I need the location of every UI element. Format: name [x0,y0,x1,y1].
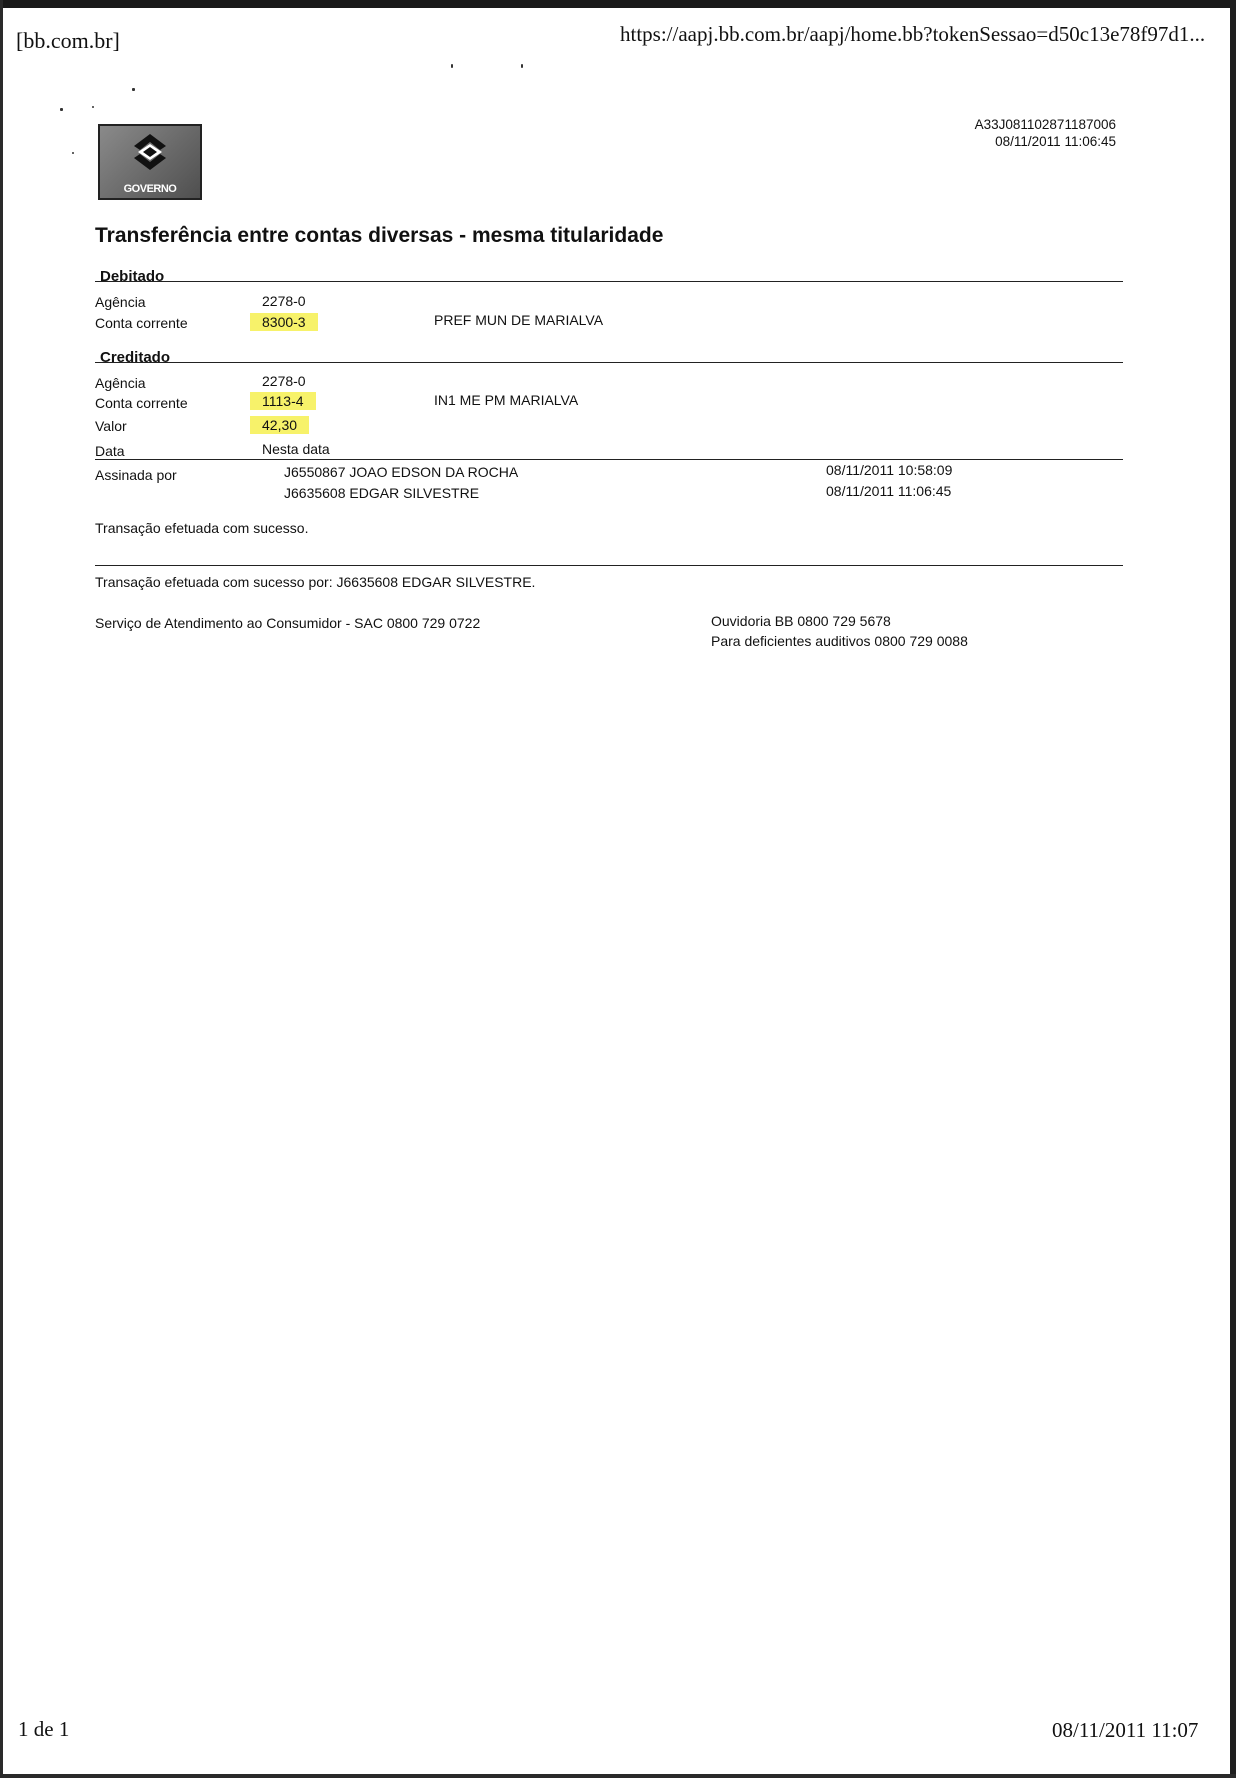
debitado-agencia-value: 2278-0 [262,293,306,309]
scan-border-top [0,0,1236,8]
site-label: [bb.com.br] [16,28,120,53]
scan-speck [72,152,74,154]
logo-label: GOVERNO [123,183,177,195]
status-message: Transação efetuada com sucesso. [95,520,309,536]
creditado-agencia-value: 2278-0 [262,373,306,389]
assinada-label: Assinada por [95,467,177,483]
scan-speck [92,106,94,108]
valor-value: 42,30 [250,416,309,434]
bank-logo [98,124,202,200]
print-datetime: 08/11/2011 11:07 [1052,1718,1199,1742]
scan-border-right [1230,0,1236,1778]
section-debitado-title: Debitado [100,268,165,285]
ouvidoria-contact: Ouvidoria BB 0800 729 5678 [711,613,891,629]
status-footer: Transação efetuada com sucesso por: J6635608 EDGAR SILVESTRE. [95,574,536,590]
sac-contact: Serviço de Atendimento ao Consumidor - SAC 0800 729 0722 [95,615,481,631]
page-counter: 1 de 1 [18,1717,70,1741]
debitado-holder-name: PREF MUN DE MARIALVA [434,312,604,328]
signer-name: J6635608 EDGAR SILVESTRE [284,485,480,501]
signer-datetime: 08/11/2011 10:58:09 [826,462,953,478]
page-url[interactable]: https://aapj.bb.com.br/aapj/home.bb?tokenSessao=d50c13e78f97d1... [620,22,1206,46]
signer-name: J6550867 JOAO EDSON DA ROCHA [284,464,519,480]
scan-speck [451,64,453,68]
transaction-datetime: 08/11/2011 11:06:45 [995,134,1116,149]
debitado-conta-label: Conta corrente [95,315,188,331]
signer-datetime: 08/11/2011 11:06:45 [826,483,952,499]
scan-speck [521,64,523,68]
divider [95,281,1123,282]
data-value: Nesta data [262,441,330,457]
deficientes-contact: Para deficientes auditivos 0800 729 0088 [711,633,968,649]
scan-speck [60,108,63,111]
divider [95,362,1123,363]
scan-border-left [0,0,3,1778]
creditado-agencia-label: Agência [95,375,146,391]
transaction-code-block [975,116,1116,150]
divider [95,565,1123,566]
data-label: Data [95,443,125,459]
section-creditado-title: Creditado [100,349,171,366]
page-title: Transferência entre contas diversas - mesma titularidade [95,224,664,247]
creditado-conta-label: Conta corrente [95,395,188,411]
transaction-code: A33J081102871187006 [974,117,1116,132]
bank-logo-icon [130,132,170,172]
divider [95,459,1123,460]
debitado-conta-value: 8300-3 [250,313,318,331]
debitado-agencia-label: Agência [95,294,146,310]
scan-border-bottom [0,1774,1236,1778]
scan-speck [132,88,135,91]
valor-label: Valor [95,418,127,434]
creditado-conta-value: 1113-4 [250,392,316,410]
creditado-holder-name: IN1 ME PM MARIALVA [434,392,579,408]
